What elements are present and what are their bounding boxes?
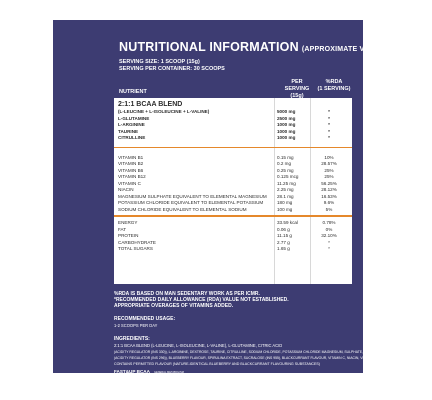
usage-title: RECOMMENDED USAGE: bbox=[114, 316, 176, 322]
rda-note-2: *RECOMMENDED DAILY ALLOWANCE (RDA) VALUE NOT ESTABLISHED. bbox=[114, 297, 289, 303]
nutrient-name: VITAMIN B12 bbox=[118, 174, 146, 179]
nutrient-name: VITAMIN B2 bbox=[118, 161, 144, 166]
rda-value: 28.12% bbox=[321, 187, 337, 192]
rda-note-3: APPROPRIATE OVERAGES OF VITAMINS ADDED. bbox=[114, 303, 234, 309]
nutrient-name: VITAMIN B1 bbox=[118, 154, 144, 160]
label-panel bbox=[53, 20, 432, 386]
energy-row bbox=[114, 246, 352, 253]
rda-value: 32.10% bbox=[321, 233, 337, 238]
rda-value: 0% bbox=[325, 226, 333, 232]
serving-value: 11.25 mg bbox=[277, 180, 296, 186]
fine-print: CONTAINS ADDED FLAVOURS AND PERMITTED SWEETENERS bbox=[114, 375, 220, 379]
col-nutrient: NUTRIENT bbox=[119, 89, 147, 95]
vitamin-mineral-rows bbox=[114, 155, 352, 214]
rda-value: * bbox=[328, 122, 330, 127]
nutrient-name: (L-LEUCINE + L-ISOLEUCINE + L-VALINE) bbox=[118, 109, 210, 114]
rda-value: 9.6% bbox=[323, 200, 335, 205]
serving-value: 2500 mg bbox=[277, 115, 296, 121]
brand-small: GENERAL METABOLISM bbox=[154, 371, 184, 374]
nutrient-name: MAGNESIUM SULPHATE EQUIVALENT TO ELEMENTAL MAGNESIUM bbox=[118, 193, 267, 199]
serving-value: 33.59 kcal bbox=[277, 220, 298, 225]
serving-value: 1000 mg bbox=[277, 128, 296, 134]
serving-value: 1000 mg bbox=[277, 122, 296, 127]
rda-value: * bbox=[328, 239, 330, 245]
nutrient-name: ENERGY bbox=[118, 220, 138, 225]
column-headers bbox=[119, 79, 351, 99]
nutrition-facts-table bbox=[114, 34, 392, 284]
rda-value: 5% bbox=[325, 206, 333, 212]
rda-value: * bbox=[328, 135, 330, 140]
serving-value: 5000 mg bbox=[277, 109, 296, 114]
nutrient-name: CITRULLINE bbox=[118, 135, 146, 140]
ingredients-line-3: (ACIDITY REGULATOR (INS 296)), BLUEBERRY FLAVOUR, SPIRULINA EXTRACT, SUCRALOSE (INS 955), BLACKCURRANT FLAVOUR, VITAMIN C, NIACIN, VITAMIN B6, VITAMIN B2, VITAMIN B1, VITAM bbox=[114, 356, 432, 360]
nutrient-name: SODIUM CHLORIDE EQUIVALENT TO ELEMENTAL SODIUM bbox=[118, 206, 247, 212]
ingredients-title: INGREDIENTS: bbox=[114, 336, 150, 342]
bcaa-rows bbox=[114, 109, 352, 142]
rda-value: 25% bbox=[324, 174, 334, 179]
serving-value: 100 mg bbox=[277, 206, 293, 212]
col-per-serving: PER SERVING (15g) bbox=[284, 79, 310, 99]
usage-text: 1-2 SCOOPS PER DAY bbox=[114, 323, 158, 328]
rda-note-1: %RDA IS BASED ON MAN SEDENTARY WORK AS PER ICMR. bbox=[114, 291, 260, 297]
nutrient-name: L-GLUTAMINE bbox=[118, 115, 150, 121]
table-title: NUTRITIONAL INFORMATION bbox=[119, 40, 299, 54]
nutrient-name: POTASSIUM CHLORIDE EQUIVALENT TO ELEMENTAL POTASSIUM bbox=[118, 200, 264, 205]
serving-value: 0.15 mg bbox=[277, 154, 294, 160]
approx-values-note: (APPROXIMATE VALUES) bbox=[301, 46, 392, 53]
col-rda: %RDA (1 SERVING) bbox=[317, 79, 351, 92]
rda-value: 10% bbox=[324, 154, 334, 160]
rda-value: * bbox=[328, 246, 330, 251]
table-header bbox=[114, 34, 392, 99]
nutrient-name: TAURINE bbox=[118, 128, 139, 134]
serving-value: 1000 mg bbox=[277, 135, 296, 140]
nutrient-name: FAT bbox=[118, 226, 127, 232]
rda-value: 0.78% bbox=[322, 220, 336, 225]
serving-value: 0.25 mg bbox=[277, 167, 294, 173]
nutrient-name: TOTAL SUGARS bbox=[118, 246, 153, 251]
rda-value: * bbox=[328, 115, 330, 121]
nutrient-name: NIACIN bbox=[118, 187, 134, 192]
brand-line: FAST&UP BCAA bbox=[114, 369, 150, 374]
serving-value: 0.2 mg bbox=[277, 161, 292, 166]
rda-value: 16.53% bbox=[321, 193, 337, 199]
servings-per-container: SERVING PER CONTAINER: 30 SCOOPS bbox=[119, 66, 225, 72]
trademark-note: ®REGISTERED TRADEMARK. bbox=[114, 381, 172, 386]
nutrient-name: VITAMIN B6 bbox=[118, 167, 144, 173]
serving-value: 1.65 g bbox=[277, 246, 290, 251]
nutrient-name: L-ARGININE bbox=[118, 122, 145, 127]
rda-value: * bbox=[328, 128, 330, 134]
energy-rows bbox=[114, 220, 352, 253]
rda-value: 25% bbox=[324, 167, 334, 173]
section-rule bbox=[114, 215, 352, 217]
serving-value: 11.15 g bbox=[277, 233, 292, 238]
rda-value: * bbox=[328, 109, 330, 114]
serving-value: 2.25 mg bbox=[277, 187, 294, 192]
serving-value: 180 mg bbox=[277, 200, 293, 205]
rda-value: 28.57% bbox=[321, 161, 337, 166]
section-rule bbox=[114, 147, 352, 149]
flavour-note: CONTAINS PERMITTED FLAVOUR (NATURE-IDENTICAL BLUEBERRY AND BLACKCURRANT FLAVOURING SUBSTANCES) bbox=[114, 362, 321, 366]
ingredients-line-1: 2:1:1 BCAA BLEND (L-LEUCINE, L-ISOLEUCINE, L-VALINE), L-GLUTAMINE, CITRIC ACID bbox=[114, 343, 283, 348]
serving-value: 28.1 mg bbox=[277, 193, 294, 199]
nutrient-grid bbox=[114, 98, 352, 253]
serving-value: 0.125 mcg bbox=[277, 174, 299, 179]
nutrient-name: CARBOHYDRATE bbox=[118, 239, 156, 245]
rda-value: 56.25% bbox=[321, 180, 337, 186]
serving-value: 0.06 g bbox=[277, 226, 290, 232]
ingredients-line-2: (ACIDITY REGULATOR (INS 330)), L-ARGININE, DEXTROSE, TAURINE, CITRULLINE, SODIUM CHLORIDE, POTASSIUM CHLORIDE MAGNESIUM, SULPHATE, DL-MALIC ACID bbox=[114, 350, 389, 354]
nutrient-name: VITAMIN C bbox=[118, 180, 141, 186]
serving-size: SERVING SIZE: 1 SCOOP (15g) bbox=[119, 59, 200, 65]
nutrient-name: PROTEIN bbox=[118, 233, 139, 238]
serving-value: 2.77 g bbox=[277, 239, 290, 245]
bcaa-section-title: 2:1:1 BCAA BLEND bbox=[118, 101, 183, 108]
